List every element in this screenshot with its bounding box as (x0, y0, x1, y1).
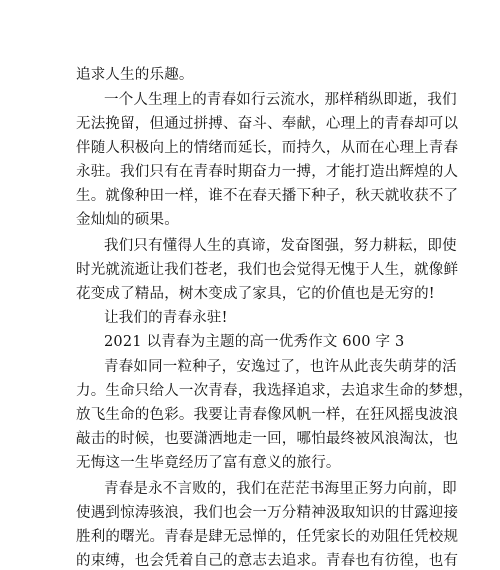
text-line: 时光就流逝让我们苍老，我们也会觉得无愧于人生，就像鲜 (76, 262, 459, 278)
paragraph-first-line: 青春如同一粒种子，安逸过了，也许从此丧失萌芽的活 (104, 359, 457, 375)
text-line: 伴随人积极向上的情绪而延长，而持久，从而在心理上青春 (76, 140, 459, 156)
paragraph-first-line: 我们只有懂得人生的真谛，发奋图强，努力耕耘，即使 (104, 238, 457, 254)
paragraph-first-line: 一个人生理上的青春如行云流水，那样稍纵即逝，我们 (104, 92, 457, 108)
text-line: 敲击的时候，也要潇洒地走一回，哪怕最终被风浪淘汰，也 (76, 431, 459, 447)
paragraph-first-line: 青春是永不言败的，我们在茫茫书海里正努力向前，即 (104, 481, 457, 497)
text-line: 放飞生命的色彩。我要让青春像风帆一样，在狂风摇曳波浪 (76, 407, 459, 423)
text-line: 胜利的曙光。青春是肆无忌惮的，任凭家长的劝阻任凭校规 (76, 529, 459, 545)
text-line: 无法挽留，但通过拼搏、奋斗、奉献，心理上的青春却可以 (76, 116, 459, 132)
text-line: 的束缚，也会凭着自己的意志去追求。青春也有彷徨，也有 (76, 553, 459, 569)
text-line: 让我们的青春永驻! (104, 310, 228, 326)
text-line: 花变成了精品，树木变成了家具，它的价值也是无穷的! (76, 286, 435, 302)
text-line: 无悔这一生毕竟经历了富有意义的旅行。 (76, 455, 341, 471)
text-line: 金灿灿的硕果。 (76, 212, 179, 228)
text-line: 生。就像种田一样，谁不在春天播下种子，秋天就收获不了 (76, 188, 459, 204)
text-line: 使遇到惊涛骇浪，我们也会一万分精神汲取知识的甘露迎接 (76, 505, 459, 521)
text-line: 永驻。我们只有在青春时期奋力一搏，才能打造出辉煌的人 (76, 164, 459, 180)
text-line: 追求人生的乐趣。 (76, 67, 194, 83)
section-heading: 2021 以青春为主题的高一优秀作文 600 字 3 (104, 334, 405, 350)
text-line: 力。生命只给人一次青春，我选择追求，去追求生命的梦想， (76, 383, 473, 399)
